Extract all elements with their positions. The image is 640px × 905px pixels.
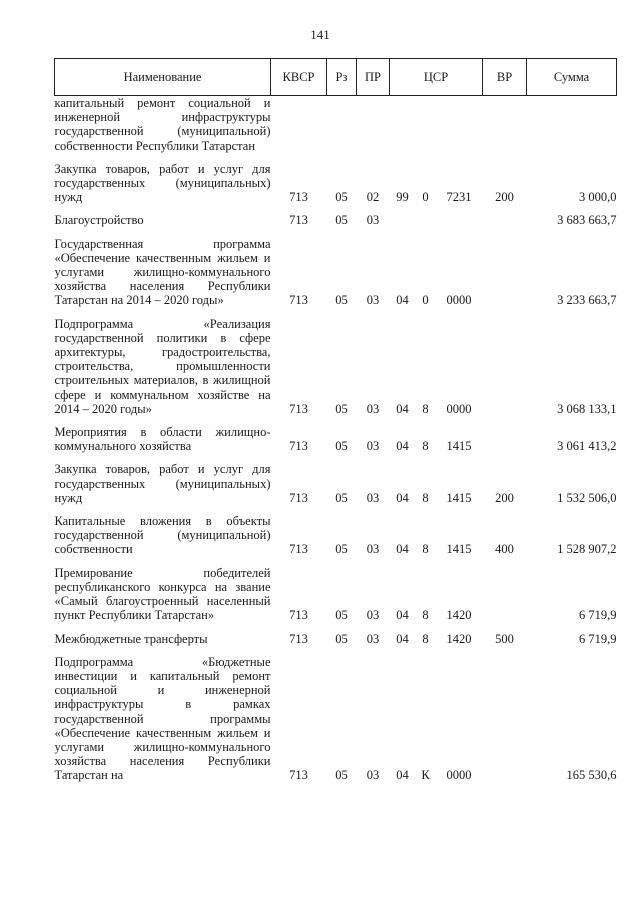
row-sum: 3 233 663,7 [557,293,617,308]
row-pr: 03 [366,293,380,308]
row-name: Закупка товаров, работ и услуг для государственных (муниципальных) нужд [54,462,271,505]
row-csr-program: 04 [396,439,409,454]
header-csr: ЦСР [390,59,483,96]
row-vr [483,646,527,783]
row-csr-code: 0000 [446,768,472,783]
row-csr-program: 04 [396,490,409,505]
budget-table [54,58,617,783]
row-vr [483,308,527,416]
row-pr [357,96,390,153]
row-sum: 6 719,9 [579,631,617,646]
row-csr-code: 1420 [446,631,472,646]
row-csr-subprogram: 8 [422,542,429,557]
row-csr-program: 04 [396,293,409,308]
table-row [55,153,617,205]
row-csr-subprogram: 8 [422,490,429,505]
row-vr: 200 [495,490,514,505]
page-number: 141 [310,27,330,42]
row-name: Государственная программа «Обеспечение качественным жильем и услугами жилищно-коммунального хозяйства населения Республики Татарстан на 2014 – 2020 годы» [54,236,271,308]
row-name: Подпрограмма «Бюджетные инвестиции и капитальный ремонт социальной и инженерной инфраструктуры в рамках государственной программы «Обеспечение качественным жильем и услугами жилищно-коммунального хозяйства населения Республики Татарстан на [54,654,271,783]
table-row [55,557,617,623]
row-vr: 500 [495,631,514,646]
row-pr: 03 [366,490,380,505]
row-name: капитальный ремонт социальной и инженерной инфраструктуры государственной (муниципальной) собственности Республики Татарстан [54,96,271,153]
row-csr-program [390,204,416,227]
table-row [55,505,617,557]
row-name: Подпрограмма «Реализация государственной политики в сфере архитектуры, градостроительства, строительства, промышленности строительных материалов, в жилищной сфере и коммунальном хозяйстве на 2014 – 2020 годы» [54,316,271,416]
row-vr [483,96,527,153]
row-kvsr: 713 [289,542,308,557]
row-vr [483,557,527,623]
row-name: Закупка товаров, работ и услуг для государственных (муниципальных) нужд [54,161,271,205]
row-rz: 05 [335,542,348,557]
row-kvsr: 713 [289,631,308,646]
header-name: Наименование [55,59,271,96]
row-rz: 05 [335,293,348,308]
table-row [55,646,617,783]
row-csr-subprogram: 0 [422,190,429,205]
row-rz: 05 [335,213,348,228]
row-sum: 3 000,0 [579,190,617,205]
row-csr-program: 04 [396,768,409,783]
row-sum: 1 528 907,2 [557,542,617,557]
row-csr-program: 04 [396,631,409,646]
row-csr-code: 0000 [446,293,472,308]
row-sum [527,96,617,153]
row-sum: 1 532 506,0 [557,490,617,505]
row-pr: 03 [366,542,380,557]
row-sum: 6 719,9 [579,608,617,623]
row-kvsr: 713 [289,439,308,454]
header-vr: ВР [483,59,527,96]
row-csr-code: 1415 [446,439,472,454]
row-rz: 05 [335,490,348,505]
row-rz: 05 [335,608,348,623]
header-kvsr: КВСР [271,59,327,96]
row-csr-subprogram [416,204,436,227]
row-vr: 400 [495,542,514,557]
row-name: Благоустройство [54,213,144,228]
header-pr: ПР [357,59,390,96]
row-kvsr: 713 [289,768,308,783]
row-vr [483,228,527,308]
row-rz: 05 [335,190,348,205]
row-csr-code: 1415 [446,490,472,505]
table-header [55,59,617,96]
row-pr: 03 [366,768,380,783]
row-kvsr: 713 [289,190,308,205]
table-row [55,416,617,453]
row-pr: 03 [366,608,380,623]
row-csr-subprogram: 8 [422,608,429,623]
table-row [55,96,617,153]
header-rz: Рз [327,59,357,96]
row-csr-subprogram: 0 [422,293,429,308]
row-csr-program: 04 [396,542,409,557]
row-csr-program: 04 [396,401,409,416]
row-pr: 03 [366,213,380,228]
row-sum: 165 530,6 [566,768,617,783]
row-vr [483,416,527,453]
table-body [55,96,617,783]
row-kvsr: 713 [289,401,308,416]
table-row [55,453,617,505]
row-pr: 03 [366,631,380,646]
row-kvsr: 713 [289,293,308,308]
row-sum: 3 068 133,1 [557,401,617,416]
row-rz [327,96,357,153]
row-vr: 200 [495,190,514,205]
table-row [55,204,617,227]
row-name: Мероприятия в области жилищно-коммунального хозяйства [54,425,271,454]
row-vr [483,204,527,227]
row-rz: 05 [335,768,348,783]
row-csr-program: 99 [396,190,409,205]
table-row [55,228,617,308]
row-rz: 05 [335,631,348,646]
row-csr-subprogram: 8 [422,401,429,416]
row-csr-code: 0000 [446,401,472,416]
row-kvsr: 713 [289,490,308,505]
row-kvsr [271,96,327,153]
header-sum: Сумма [527,59,617,96]
row-csr-code [436,96,483,153]
table-row [55,308,617,416]
row-name: Премирование победителей республиканского конкурса на звание «Самый благоустроенный населенный пункт Республики Татарстан» [54,565,271,623]
row-pr: 02 [366,190,380,205]
row-csr-code [436,204,483,227]
row-pr: 03 [366,401,380,416]
row-csr-subprogram: К [421,768,430,783]
row-csr-subprogram: 8 [422,631,429,646]
row-sum: 3 061 413,2 [557,439,617,454]
row-pr: 03 [366,439,380,454]
row-rz: 05 [335,439,348,454]
row-csr-program [390,96,416,153]
row-name: Капитальные вложения в объекты государственной (муниципальной) собственности [54,514,271,557]
row-csr-program: 04 [396,608,409,623]
row-csr-subprogram: 8 [422,439,429,454]
row-kvsr: 713 [289,213,308,228]
table-row [55,623,617,646]
row-csr-subprogram [416,96,436,153]
row-kvsr: 713 [289,608,308,623]
row-sum: 3 683 663,7 [557,213,617,228]
row-csr-code: 1415 [446,542,472,557]
row-csr-code: 1420 [446,608,472,623]
row-csr-code: 7231 [446,190,472,205]
row-rz: 05 [335,401,348,416]
row-name: Межбюджетные трансферты [54,631,208,646]
